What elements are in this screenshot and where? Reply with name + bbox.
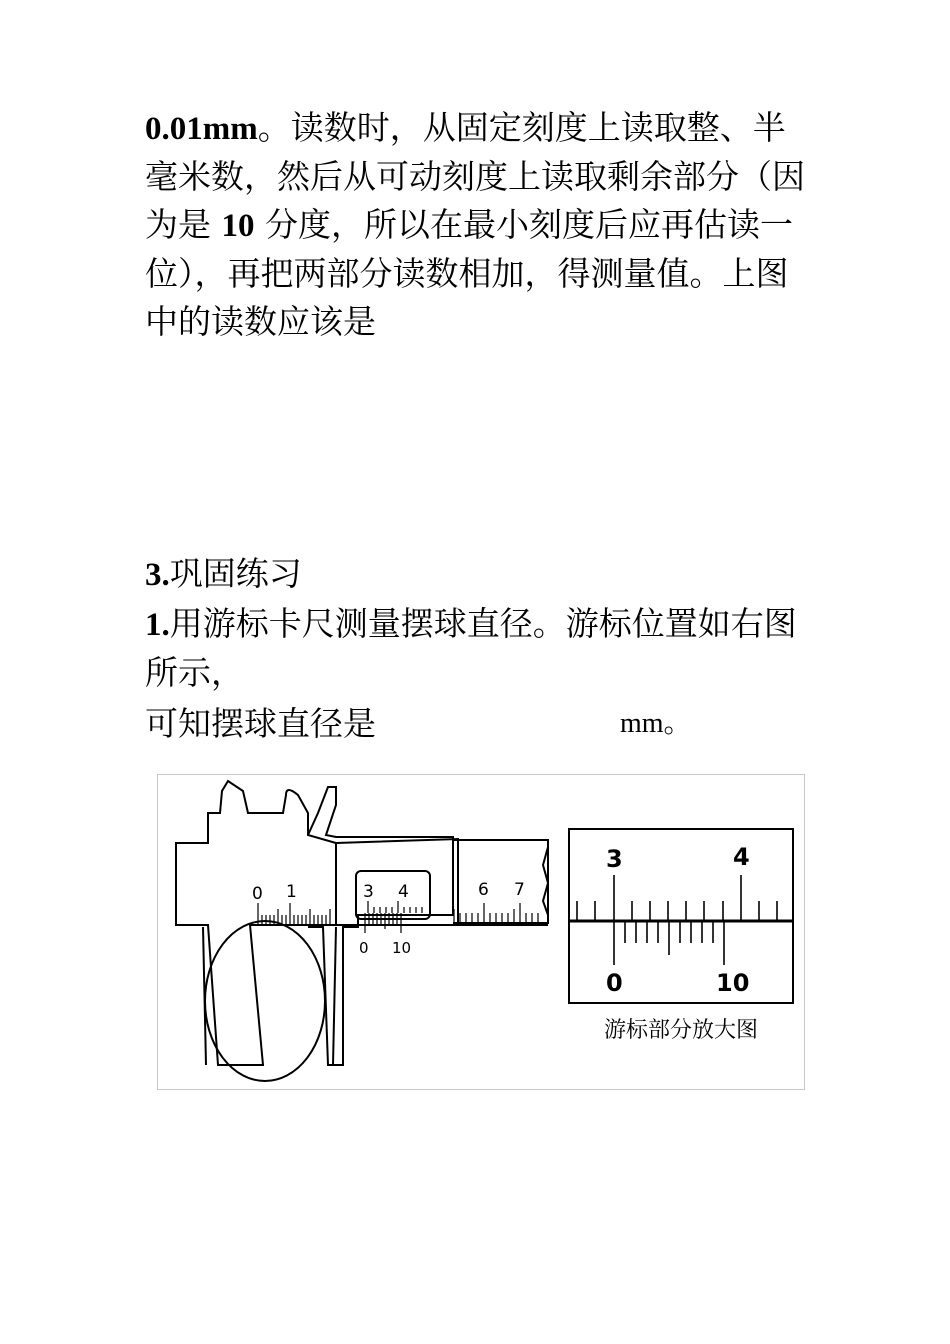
window-main-ticks <box>368 901 422 913</box>
section-title: 巩固练习 <box>169 554 302 593</box>
explanation-paragraph <box>145 104 810 346</box>
section-heading <box>145 550 810 599</box>
vernier-label-0: 0 <box>359 939 369 957</box>
question-body: 用游标卡尺测量摆球直径。游标位置如右图所示， <box>145 604 797 692</box>
zoom-main-label-4: 4 <box>733 843 750 871</box>
main-label-7: 7 <box>514 880 525 900</box>
question-number: 1. <box>145 607 170 643</box>
vernier-label-10: 10 <box>392 939 412 957</box>
caliper-svg <box>158 775 804 1089</box>
answer-unit: mm。 <box>620 708 692 739</box>
answer-line <box>145 700 810 748</box>
main-label-1: 1 <box>286 882 297 902</box>
answer-prefix: 可知摆球直径是 <box>145 704 376 743</box>
main-label-3: 3 <box>363 882 374 902</box>
division-count: 10 <box>221 208 255 244</box>
beam-extension <box>453 840 548 923</box>
explanation-text-b: 分度，所以在最小刻度后应再估读一位），再把两部分读数相加，得测量值。上图中的读数应该是 <box>145 205 793 341</box>
explanation-text-a: 。读数时，从固定刻度上读取整、半毫米数，然后从可动刻度上读取剩余部分（因为是 <box>145 108 805 244</box>
vernier-caliper-figure <box>157 774 805 1090</box>
fixed-jaw <box>176 781 336 1065</box>
zoom-vernier-label-10: 10 <box>716 969 750 997</box>
section-number: 3. <box>145 557 170 593</box>
zoom-main-ticks <box>577 875 777 921</box>
main-scale-ticks-right <box>454 903 538 923</box>
question-text <box>145 600 810 697</box>
main-label-6: 6 <box>478 880 489 900</box>
zoom-main-label-3: 3 <box>606 845 623 873</box>
main-scale-housing <box>336 839 458 925</box>
main-label-0: 0 <box>252 884 263 904</box>
pendulum-ball <box>205 921 325 1081</box>
zoom-vernier-label-0: 0 <box>606 969 623 997</box>
zoom-caption: 游标部分放大图 <box>604 1018 759 1043</box>
caliper-body <box>176 781 548 1065</box>
precision-value: 0.01mm <box>145 111 258 147</box>
main-label-4: 4 <box>398 882 409 902</box>
zoom-vernier-ticks <box>614 921 724 965</box>
lower-jaw-right <box>333 927 336 1065</box>
